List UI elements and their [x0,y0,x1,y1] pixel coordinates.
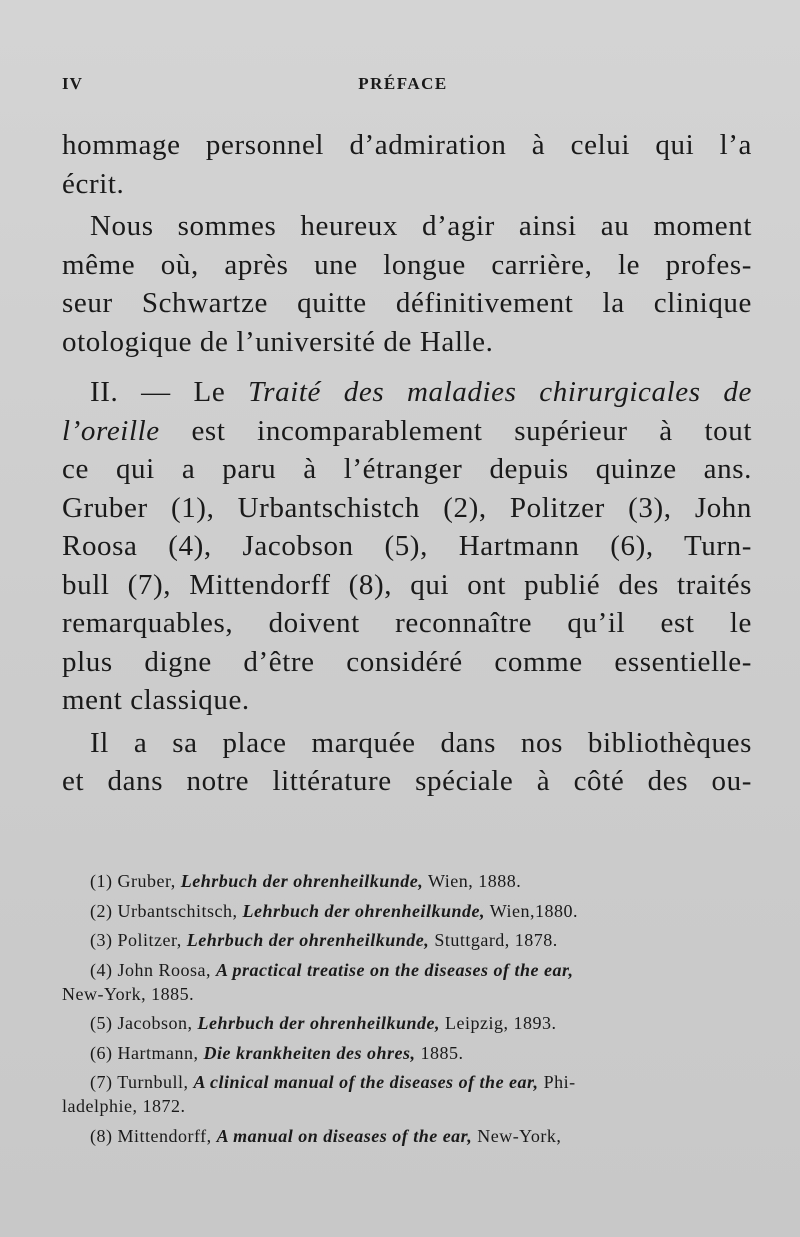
text-line: et dans notre littérature spéciale à côté des ou- [62,765,752,797]
text-line: bull (7), Mittendorff (8), qui ont publié des traités [62,568,752,601]
footnote-title: A practical treatise on the diseases of the ear, [216,959,574,980]
footnote-continuation: New-York, 1885. [62,983,195,1004]
paragraph-1 [62,126,752,203]
text-segment: est incomparablement supérieur à tout [159,414,752,447]
main-text [62,126,752,801]
footnote-author: Politzer, [117,930,182,950]
text-line: remarquables, doivent reconnaître qu’il est le [62,607,752,639]
footnote [62,1011,752,1035]
footnote [62,1070,752,1094]
footnote-author: Hartmann, [117,1042,199,1063]
italic-title: l’oreille [62,414,160,447]
text-line: Gruber (1), Urbantschistch (2), Politzer (3), John [62,491,752,524]
footnote-author: Gruber, [117,871,176,891]
footnote-title: Lehrbuch der ohrenheilkunde, [197,1013,441,1033]
footnote-continuation: ladelphie, 1872. [62,1096,186,1116]
text-line: Il a sa place marquée dans nos bibliothèques [90,726,752,759]
text-line: otologique de l’université de Halle. [62,325,494,358]
footnote [62,1041,752,1065]
footnotes [62,869,752,1153]
text-line [62,412,752,451]
footnote-title: Lehrbuch der ohrenheilkunde, [180,871,424,891]
footnote-number: (8) [90,1125,113,1146]
footnote-rest: Phi- [543,1072,576,1092]
footnote-number: (1) [90,871,113,891]
footnote-rest: New-York, [477,1125,562,1146]
footnote-author: Turnbull, [117,1072,189,1092]
text-line [62,373,752,412]
footnote-author: Urbantschitsch, [117,900,238,921]
footnote-author: Mittendorff, [117,1125,212,1146]
page-number: IV [62,74,83,93]
page-header [62,74,744,98]
footnote-title: Lehrbuch der ohrenheilkunde, [242,900,486,921]
paragraph-2 [62,207,752,361]
footnote-number: (2) [90,900,113,921]
text-line: seur Schwartze quitte définitivement la clinique [62,287,752,319]
text-line: ce qui a paru à l’étranger depuis quinze ans. [62,453,752,485]
footnote-rest: Wien, 1888. [428,871,522,891]
footnote-rest: Leipzig, 1893. [445,1013,557,1033]
text-line: même où, après une longue carrière, le profes- [62,248,752,281]
footnote-number: (5) [90,1013,113,1033]
footnote-number: (6) [90,1042,113,1063]
footnote-number: (3) [90,930,113,950]
footnote-rest: Stuttgard, 1878. [434,930,558,950]
footnote [62,869,752,893]
text-line: plus digne d’être considéré comme essentielle- [62,645,752,678]
footnote-author: John Roosa, [117,959,212,980]
text-line: Nous sommes heureux d’agir ainsi au moment [90,210,752,242]
text-line: Roosa (4), Jacobson (5), Hartmann (6), Turn- [62,530,752,562]
footnote-author: Jacobson, [117,1013,193,1033]
running-title: PRÉFACE [358,74,448,93]
paragraph-4 [62,724,752,801]
paragraph-3 [62,373,752,720]
footnote [62,928,752,952]
italic-title: Traité des maladies chirurgicales de [248,376,752,408]
text-line: hommage personnel d’admiration à celui qui l’a [62,129,752,161]
text-line: écrit. [62,167,125,200]
footnote-title: Die krankheiten des ohres, [203,1042,416,1063]
footnote-title: Lehrbuch der ohrenheilkunde, [186,930,430,950]
footnote-number: (4) [90,959,113,980]
text-line: ment classique. [62,684,250,716]
footnote [62,1124,752,1148]
footnote-title: A manual on diseases of the ear, [216,1125,473,1146]
footnote-rest: 1885. [420,1042,464,1063]
footnote [62,958,752,982]
footnote-title: A clinical manual of the diseases of the ear, [193,1072,539,1092]
text-segment: II. — Le [90,376,249,408]
footnote-rest: Wien,1880. [489,900,578,921]
footnote-number: (7) [90,1072,113,1092]
footnote [62,899,752,923]
